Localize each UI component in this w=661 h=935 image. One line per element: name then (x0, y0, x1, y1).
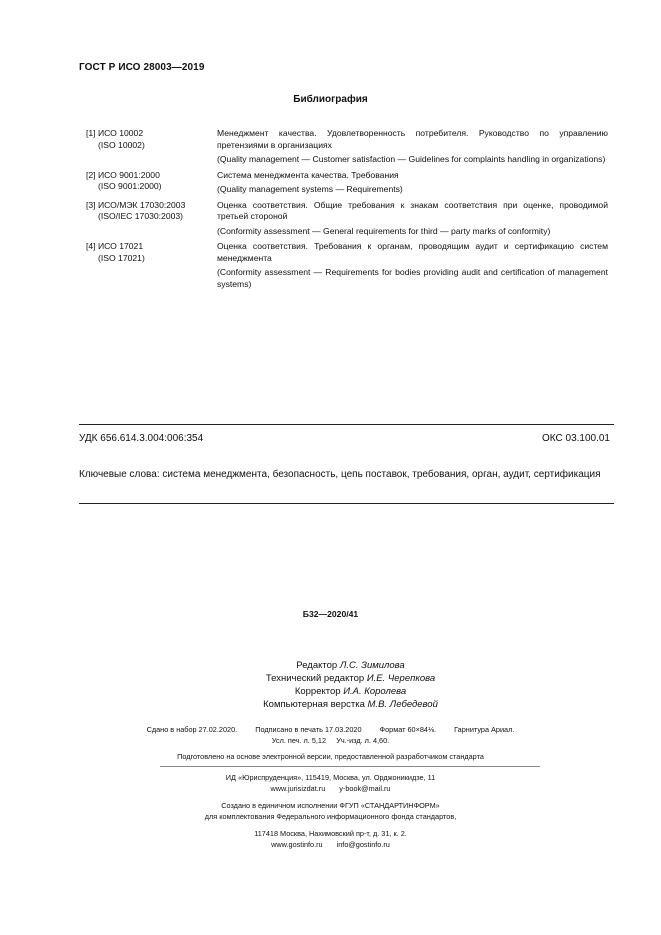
entry-code-en: (ISO 10002) (98, 139, 145, 150)
entry-number: [1] (86, 128, 96, 138)
submitted-date: Сдано в набор 27.02.2020. (146, 725, 238, 734)
prepared-note: Подготовлено на основе электронной версии, предоставленной разработчиком стандарта (177, 752, 484, 761)
divider-top (79, 424, 614, 425)
tech-editor-line (0, 672, 661, 685)
entry-code-ru: ИСО 10002 (97, 128, 144, 138)
bibliography-title: Библиография (293, 94, 368, 105)
entry-title-ru: Менеджмент качества. Удовлетворенность потребителя. Руководство по управлению претензиями в организациях (217, 128, 608, 150)
layout-label: Компьютерная верстка (263, 699, 365, 710)
creator-purpose: для комплектования Федерального информационного фонда стандартов, (204, 812, 457, 821)
entry-code (86, 128, 217, 166)
entry-code-en: (ISO 9001:2000) (98, 181, 162, 191)
entry-title-ru: Система менеджмента качества. Требования (217, 169, 399, 180)
editors-block (0, 659, 661, 711)
publish-sheets: Уч.-изд. л. 4,60. (336, 736, 390, 745)
bibliography-entry (86, 128, 608, 166)
layout-name: М.В. Лебедевой (367, 699, 438, 710)
classification-row (79, 433, 610, 444)
creator-address: 117418 Москва, Нахимовский пр-т, д. 31, к. 2. (254, 829, 407, 838)
corrector-name: И.А. Королева (343, 686, 407, 697)
typeface: Гарнитура Ариал. (454, 725, 515, 734)
sheets-row (0, 735, 661, 746)
print-sheets: Усл. печ. л. 5,12 (271, 736, 327, 745)
entry-code-ru: ИСО/МЭК 17030:2003 (97, 199, 186, 210)
corrector-line (0, 685, 661, 698)
creator-website[interactable]: www.gostinfo.ru (271, 840, 323, 849)
entry-code (86, 170, 217, 196)
editor-label: Редактор (296, 660, 338, 671)
entry-description (217, 200, 608, 238)
entry-code-en: (ISO 17021) (98, 252, 145, 263)
publisher-website[interactable]: www.jurisizdat.ru (270, 784, 326, 793)
creator-email[interactable]: info@gostinfo.ru (336, 840, 390, 849)
entry-description (217, 170, 608, 196)
entry-number: [3] (86, 199, 96, 210)
paper-format: Формат 60×84⅛. (379, 725, 437, 734)
entry-code-ru: ИСО 17021 (97, 241, 144, 251)
editor-line (0, 659, 661, 672)
entry-title-en: (Conformity assessment — General requirements for third — party marks of conformity) (217, 225, 551, 236)
entry-number: [4] (86, 241, 96, 251)
divider-publisher (160, 766, 540, 767)
entry-title-en: (Conformity assessment — Requirements for bodies providing audit and certification of management systems) (217, 267, 608, 289)
publisher-contacts (0, 783, 661, 794)
signed-date: Подписано в печать 17.03.2020 (255, 725, 362, 734)
entry-title-ru: Оценка соответствия. Требования к органам, проводящим аудит и сертификацию систем менеджмента (217, 241, 608, 263)
bibliography-entry (86, 200, 608, 238)
standard-header: ГОСТ Р ИСО 28003—2019 (79, 62, 205, 73)
entry-description (217, 128, 608, 166)
entry-description (217, 241, 608, 290)
bibliography-entry (86, 241, 608, 290)
oks-code: ОКС 03.100.01 (542, 433, 610, 444)
entry-title-ru: Оценка соответствия. Общие требования к знакам соответствия при оценке, проводимой третьей стороной (217, 199, 608, 221)
corrector-label: Корректор (294, 686, 341, 697)
publisher-address: ИД «Юриспруденция», 115419, Москва, ул. Орджоникидзе, 11 (225, 773, 436, 782)
print-info-row (0, 724, 661, 735)
tech-editor-label: Технический редактор (265, 673, 365, 684)
tech-editor-name: И.Е. Черепкова (366, 673, 436, 684)
entry-number: [2] (86, 169, 96, 180)
issue-number: Б32—2020/41 (302, 609, 359, 619)
editor-name: Л.С. Зимилова (339, 660, 405, 671)
print-info (0, 724, 661, 746)
entry-code (86, 200, 217, 238)
layout-line (0, 698, 661, 711)
bibliography-entry (86, 170, 608, 196)
entry-title-en: (Quality management — Customer satisfaction — Guidelines for complaints handling in organizations) (217, 154, 606, 164)
divider-bottom (79, 503, 614, 504)
bibliography-list (86, 128, 608, 294)
publisher-email[interactable]: y-book@mail.ru (339, 784, 391, 793)
keywords: Ключевые слова: система менеджмента, безопасность, цепь поставок, требования, орган, аудит, сертификация (79, 469, 601, 480)
creator-line: Создано в единичном исполнении ФГУП «СТАНДАРТИНФОРМ» (221, 801, 440, 810)
entry-code (86, 241, 217, 290)
entry-title-en: (Quality management systems — Requirements) (217, 184, 403, 194)
udk-code: УДК 656.614.3.004:006:354 (79, 433, 204, 444)
publisher-block (0, 772, 661, 850)
creator-contacts (0, 839, 661, 850)
entry-code-ru: ИСО 9001:2000 (97, 169, 160, 180)
entry-code-en: (ISO/IEC 17030:2003) (98, 211, 184, 221)
